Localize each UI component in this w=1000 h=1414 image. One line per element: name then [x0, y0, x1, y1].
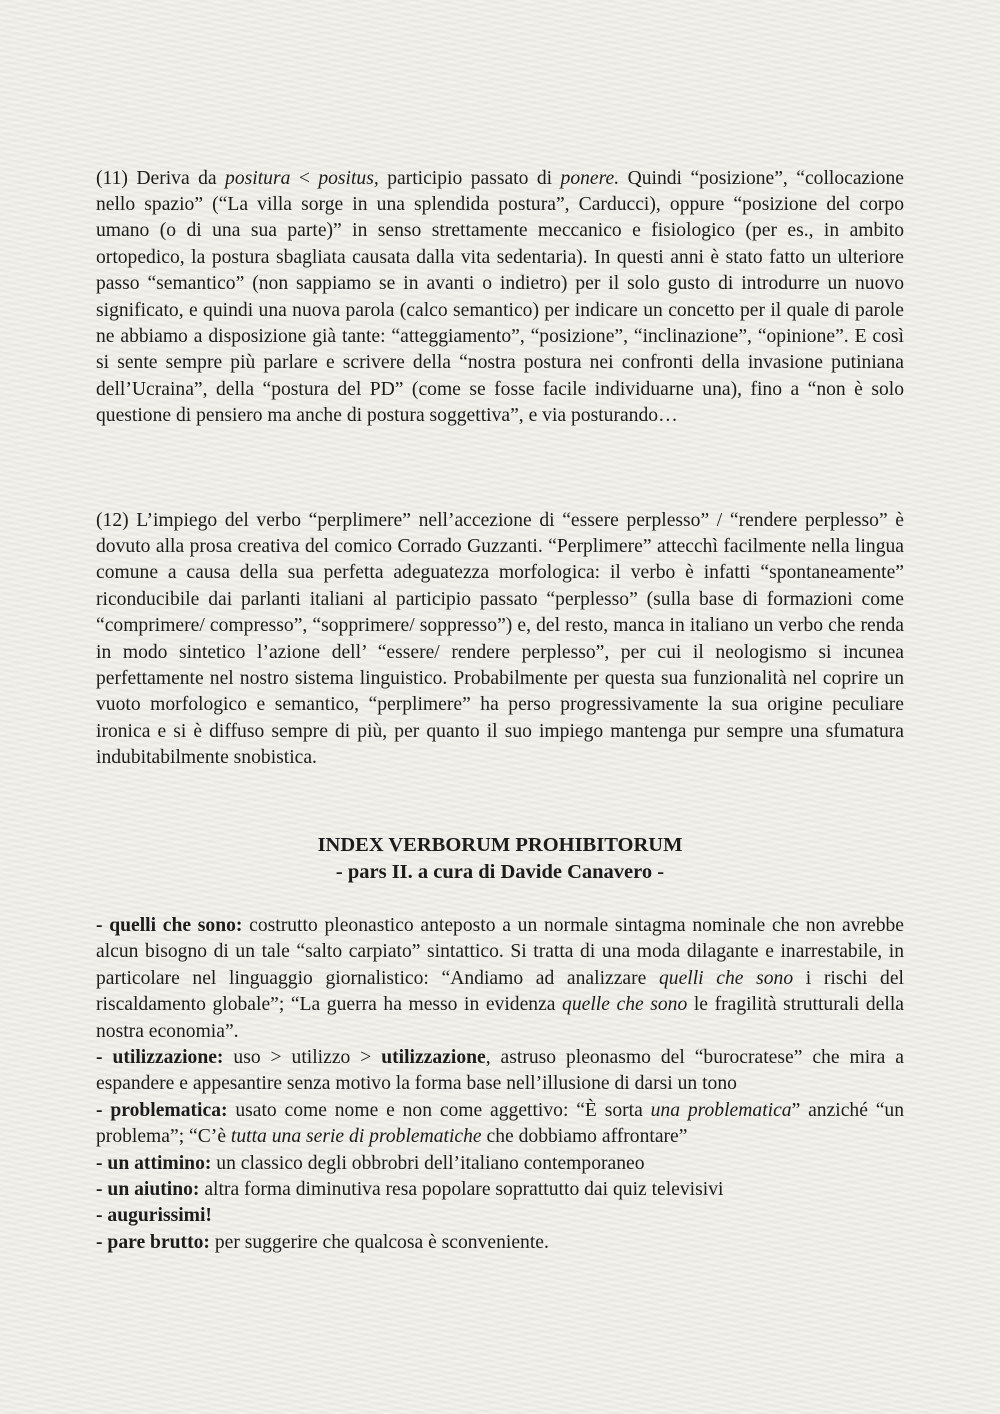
entry-term: - pare brutto:: [96, 1231, 210, 1253]
entry-term: - augurissimi!: [96, 1205, 212, 1227]
index-entry-utilizzazione: [96, 1045, 904, 1098]
text-run: , astruso pleonasmo del “burocratese” che mira a espandere e appesantire senza motivo la forma base nell’illusione di darsi un tono: [96, 1047, 904, 1095]
text-run: usato come nome e non come aggettivo: “È sorta: [227, 1099, 651, 1121]
index-entry-augurissimi: [96, 1203, 904, 1229]
italic-text: positura: [225, 167, 291, 189]
entry-term: - quelli che sono:: [96, 915, 243, 936]
text-run: i rischi del riscaldamento globale”; “La guerra ha messo in evidenza: [96, 967, 904, 1016]
index-subtitle: - pars II. a cura di Davide Canavero -: [335, 861, 665, 883]
text-run: costrutto pleonastico anteposto a un normale sintagma nominale che non avrebbe alcun bisogno di un tale “salto carpiato” sintattico. Si tratta di una moda dilagante e inarrestabile, in particolare nel linguaggio giornalistico: “Andiamo ad analizzare: [96, 915, 904, 989]
text-run: <: [290, 167, 319, 189]
italic-text: una problematica: [650, 1099, 792, 1121]
text-run: che dobbiamo affrontare”: [481, 1126, 688, 1148]
italic-text: tutta una serie di problematiche: [230, 1126, 482, 1148]
index-entry-quelli-che-sono: [96, 913, 904, 1045]
italic-text: quelli che sono: [658, 967, 794, 989]
text-run: per suggerire che qualcosa è sconveniente.: [209, 1231, 549, 1253]
index-title: INDEX VERBORUM PROHIBITORUM: [317, 834, 683, 856]
footnote-11: [96, 166, 904, 430]
index-entry-un-aiutino: [96, 1177, 904, 1203]
text-run: uso > utilizzo >: [223, 1047, 382, 1069]
text-run: Quindi “posizione”, “collocazione nello spazio” (“La villa sorge in una splendida postura”, Carducci), oppure “posizione del corpo umano (o di una sua parte)” in senso strettamente meccanico e fisiologico (per es., in ambito ortopedico, la postura sbagliata causata dalla vita sedentaria). In questi anni è stato fatto un ulteriore passo “semantico” (non sappiamo se in avanti o indietro) per il solo gusto di introdurre un nuovo significato, e quindi una nuova parola (calco semantico) per indicare un concetto per il quale di parole ne abbiamo a disposizione già tante: “atteggiamento”, “posizione”, “inclinazione”, “opinione”. E così si sente sempre più parlare e scrivere della “nostra postura nei confronti della invasione putiniana dell’Ucraina”, della “postura del PD” (come se fosse facile individuarne una), fino a “non è solo questione di pensiero ma anche di postura soggettiva”, e via posturando…: [96, 167, 904, 427]
text-run: (11) Deriva da: [96, 167, 226, 189]
text-run: un classico degli obbrobri dell’italiano contemporaneo: [211, 1152, 645, 1174]
index-entry-un-attimino: [96, 1151, 904, 1177]
entry-term: - un aiutino:: [96, 1179, 200, 1201]
italic-text: ponere.: [560, 167, 620, 189]
entry-term: - un attimino:: [96, 1152, 212, 1174]
text-run: (12) L’impiego del verbo “perplimere” nell’accezione di “essere perplesso” / “rendere perplesso” è dovuto alla prosa creativa del comico Corrado Guzzanti. “Perplimere” attecchì facilmente nella lingua comune a causa della sua perfetta adeguatezza morfologica: il verbo è infatti “spontaneamente” riconducibile dai parlanti italiani al participio passato “perplesso” (sulla base di formazioni come “comprimere/ compresso”, “sopprimere/ soppresso”) e, del resto, manca in italiano un verbo che renda in modo sintetico l’azione dell’ “essere/ rendere perplesso”, per cui il neologismo si incunea perfettamente nel nostro sistema linguistico. Probabilmente per questa sua funzionalità nel coprire un vuoto morfologico e semantico, “perplimere” ha perso progressivamente la sua origine peculiare ironica e si è diffuso sempre di più, per quanto il suo impiego mantenga pur sempre una sfumatura indubitabilmente snobistica.: [96, 509, 904, 769]
entry-term: utilizzazione: [381, 1047, 486, 1069]
text-run: ” anziché “un problema”; “C’è: [96, 1099, 905, 1148]
entry-term: - utilizzazione:: [96, 1047, 224, 1069]
index-entry-pare-brutto: [96, 1230, 904, 1256]
italic-text: positus,: [318, 167, 379, 189]
index-entry-problematica: [96, 1098, 904, 1151]
footnote-12: [96, 508, 904, 772]
text-run: le fragilità strutturali della nostra economia”.: [96, 994, 904, 1042]
italic-text: quelle che sono: [562, 994, 688, 1016]
text-run: altra forma diminutiva resa popolare soprattutto dai quiz televisivi: [199, 1179, 724, 1201]
entry-term: - problematica:: [96, 1099, 228, 1121]
index-entries: [96, 913, 904, 1256]
text-run: participio passato di: [378, 167, 561, 189]
